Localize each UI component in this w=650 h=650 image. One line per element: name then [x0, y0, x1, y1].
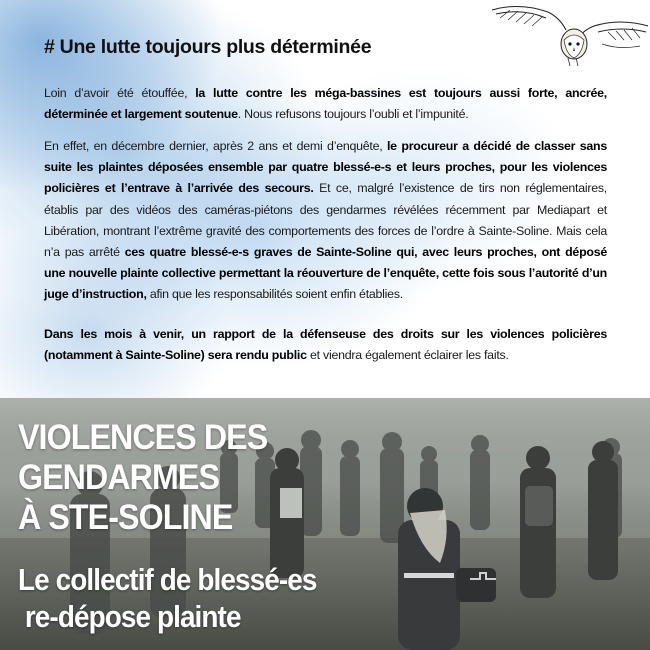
banner-subtitle [18, 561, 316, 635]
banner-subtitle-line-2: re-dépose plainte [18, 599, 241, 634]
p2-bold-1: le procureur a décidé de classer sans suite les plaintes déposées ensemble par quatre blessé-e-s et leurs proches, pour les violences policières et l’entrave à l’arrivée des secours. [44, 138, 607, 196]
p3-bold-1: Dans les mois à venir, un rapport de la défenseuse des droits sur les violences policières (notamment à Sainte-Soline) sera rendu public [44, 326, 607, 362]
section-heading: # Une lutte toujours plus déterminée [44, 36, 372, 58]
body-text [44, 83, 607, 376]
barn-owl-illustration-icon [490, 0, 650, 70]
p1-bold-1: la lutte contre les méga-bassines est toujours aussi forte, ancrée, déterminée et largement soutenue [44, 86, 607, 122]
p3-text-1: et viendra également éclairer les faits. [306, 347, 509, 362]
p2-text-2: Et ce, malgré l’existence de tirs non réglementaires, établis par des vidéos des caméras-piétons des gendarmes révélées récemment par Mediapart et Libération, montrant l’extrême gravité des comportements des forces de l’ordre à Sainte-Soline. Mais cela n’a pas arrêté [44, 181, 607, 259]
paragraph-1 [44, 83, 607, 125]
p2-text-1: En effet, en décembre dernier, après 2 ans et demi d’enquête, [44, 138, 387, 153]
banner-title-line-2: GENDARMES [18, 458, 220, 497]
paragraph-3 [44, 324, 607, 366]
banner-title [18, 418, 267, 538]
paragraph-2 [44, 136, 607, 306]
banner-title-line-3: À STE-SOLINE [18, 498, 233, 537]
p1-text-2: . Nous refusons toujours l’oubli et l’impunité. [237, 107, 469, 122]
p2-text-3: afin que les responsabilités soient enfin établies. [146, 287, 403, 302]
p1-text-1: Loin d’avoir été étouffée, [44, 86, 196, 100]
banner-title-line-1: VIOLENCES DES [18, 418, 268, 457]
p2-bold-2: ces quatre blessé-e-s graves de Sainte-Soline qui, avec leurs proches, ont déposé une nouvelle plainte collective permettant la réouverture de l’enquête, cette fois sous l’autorité d’un juge d’instruction, [44, 244, 607, 302]
banner-subtitle-line-1: Le collectif de blessé-es [18, 562, 317, 597]
